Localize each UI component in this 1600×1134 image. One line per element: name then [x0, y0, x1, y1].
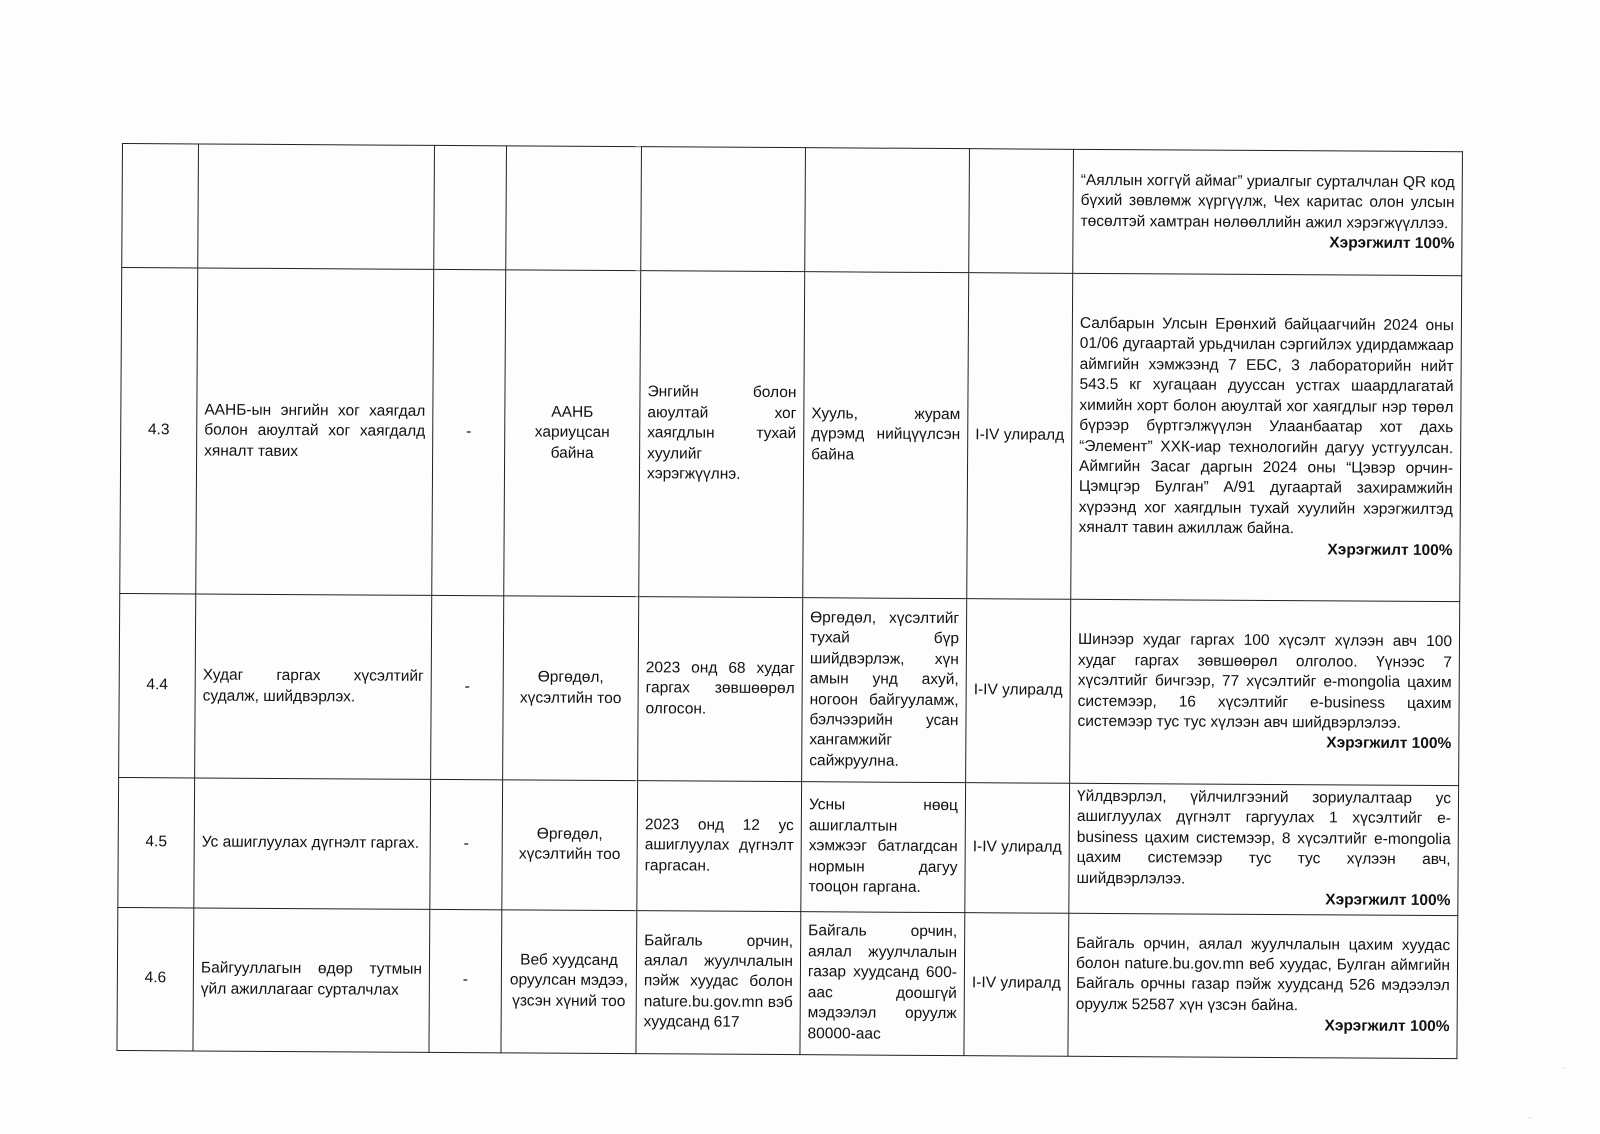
baseline-cell: Энгийн болон аюултай хог хаягдлын тухай хуулийг хэрэгжүүлнэ.	[639, 271, 805, 598]
indicator-cell: Өргөдөл, хүсэлтийн тоо	[502, 780, 638, 911]
table-row	[119, 593, 1460, 785]
result-cell	[1070, 599, 1460, 785]
row-number	[122, 144, 199, 268]
activity-cell: Байгууллагын өдөр тутмын үйл ажиллагааг сурталчлах	[193, 908, 430, 1052]
indicator-cell: Веб хуудсанд оруулсан мэдээ, үзсэн хүний тоо	[501, 910, 637, 1054]
baseline-cell	[641, 147, 806, 272]
result-text: “Аяллын хоггүй аймаг” уриалгыг сурталчлан QR код бүхий зөвлөмж хүргүүлж, Чех каритас олон улсын төсөлтэй хамтран нөлөөллийн ажил хэрэгжүүллээ.	[1080, 171, 1455, 232]
status-label: Хэрэгжилт 100%	[1329, 234, 1455, 253]
scan-speck: ·	[1562, 1062, 1566, 1074]
plan-report-table	[116, 143, 1463, 1059]
result-text: Шинээр худаг гаргах 100 хүсэлт хүлээн авч 100 худаг гаргах зөвшөөрөл олголоо. Үүнээс 7 хүсэлтийг бичгээр, 77 хүсэлтийг e-mongolia цахим системээр, 16 хүсэлтийг e-business цахим системээр тус тус хүлээн авч шийдвэрлэлээ.	[1077, 630, 1453, 732]
result-cell	[1071, 273, 1462, 601]
budget-cell: -	[429, 909, 502, 1052]
budget-cell: -	[431, 595, 504, 779]
budget-cell: -	[430, 779, 503, 909]
table-row	[118, 777, 1459, 915]
target-cell: Хууль, журам дүрэмд нийцүүлсэн байна	[803, 272, 969, 599]
row-number: 4.5	[118, 777, 195, 907]
budget-cell: -	[432, 269, 506, 595]
row-number: 4.3	[120, 268, 198, 594]
baseline-cell: 2023 онд 12 ус ашиглуулах дүгнэлт гаргасан.	[637, 781, 802, 912]
table-row	[120, 268, 1462, 602]
target-cell	[805, 148, 970, 273]
period-cell: I-IV улиралд	[967, 273, 1073, 600]
status-label: Хэрэгжилт 100%	[1325, 891, 1451, 910]
status-label: Хэрэгжилт 100%	[1327, 541, 1453, 559]
target-cell: Байгаль орчин, аялал жуулчлалын газар хуудсанд 600-аас доошгүй мэдээлэл оруулж 80000-аас	[800, 911, 965, 1055]
budget-cell	[434, 145, 507, 269]
activity-cell: ААНБ-ын энгийн хог хаягдал болон аюултай хог хаягдалд хяналт тавих	[196, 268, 434, 595]
period-cell: I-IV улиралд	[964, 912, 1069, 1056]
result-cell	[1069, 783, 1459, 915]
baseline-cell: 2023 онд 68 худаг гаргах зөвшөөрөл олгосон.	[638, 597, 803, 782]
result-text: Байгаль орчин, аялал жуулчлалын цахим хуудас болон nature.bu.gov.mn веб хуудас, Булган аймгийн Байгаль орчны газар пэйж хуудсанд 526 мэдээлэл оруулж 52587 хүн үзсэн байна.	[1075, 934, 1451, 1015]
row-number: 4.6	[117, 907, 194, 1050]
status-label: Хэрэгжилт 100%	[1324, 1017, 1450, 1036]
scan-speck: ·	[1528, 1112, 1532, 1124]
result-cell	[1068, 913, 1458, 1058]
indicator-cell: Өргөдөл, хүсэлтийн тоо	[503, 596, 639, 781]
status-label: Хэрэгжилт 100%	[1326, 734, 1452, 753]
period-cell: I-IV улиралд	[966, 599, 1071, 784]
period-cell: I-IV улиралд	[965, 783, 1070, 913]
period-cell	[969, 149, 1074, 274]
target-cell: Усны нөөц ашиглалтын хэмжээг батлагдсан нормын дагуу тооцон гаргана.	[801, 782, 966, 913]
table-row	[117, 907, 1458, 1058]
result-text: Үйлдвэрлэл, үйлчилгээний зориулалтаар ус ашиглуулах дүгнэлт гаргуулах 1 хүсэлтийг e-business цахим системээр, 8 хүсэлтийг e-mongolia цахим системээр тус тус хүлээн авч, шийдвэрлэлээ.	[1076, 787, 1452, 888]
result-text: Салбарын Улсын Ерөнхий байцаагчийн 2024 оны 01/06 дугаартай урьдчилан сэргийлэх удирдамжаар аймгийн хэмжээнд 7 ЕБС, 3 лабораторийн нийт 543.5 кг хугацаан дууссан устгах шаардлагатай химийн хорт болон аюултай хог хаягдлыг нэр төрөл бүрээр бүртгэлжүүлэн Улаанбаатар хот дахь “Элемент” ХХК-иар технологийн дагуу устгуулсан. Аймгийн Засаг даргын 2024 оны “Цэвэр орчин-Цэмцгэр Булган” А/91 дугаартай захирамжийн хүрээнд хог хаягдлын тухай хуулийн хэрэгжилтэд хяналт тавин ажиллаж байна.	[1078, 314, 1454, 538]
activity-cell: Ус ашиглуулах дүгнэлт гаргах.	[194, 778, 431, 909]
indicator-cell: ААНБ хариуцсан байна	[504, 270, 641, 597]
activity-cell	[198, 144, 435, 269]
row-number: 4.4	[119, 593, 196, 777]
activity-cell: Худаг гаргах хүсэлтийг судалж, шийдвэрлэх.	[195, 594, 432, 779]
indicator-cell	[506, 146, 642, 271]
target-cell: Өргөдөл, хүсэлтийг тухай бүр шийдвэрлэж, хүн амын унд ахуй, ногоон байгууламж, бэлчээрийн усан хангамжийг сайжруулна.	[802, 598, 967, 783]
table-row	[122, 144, 1463, 276]
baseline-cell: Байгаль орчин, аялал жуулчлалын пэйж хуудас болон nature.bu.gov.mn вэб хуудсанд 617	[636, 910, 801, 1054]
result-cell	[1073, 149, 1463, 275]
